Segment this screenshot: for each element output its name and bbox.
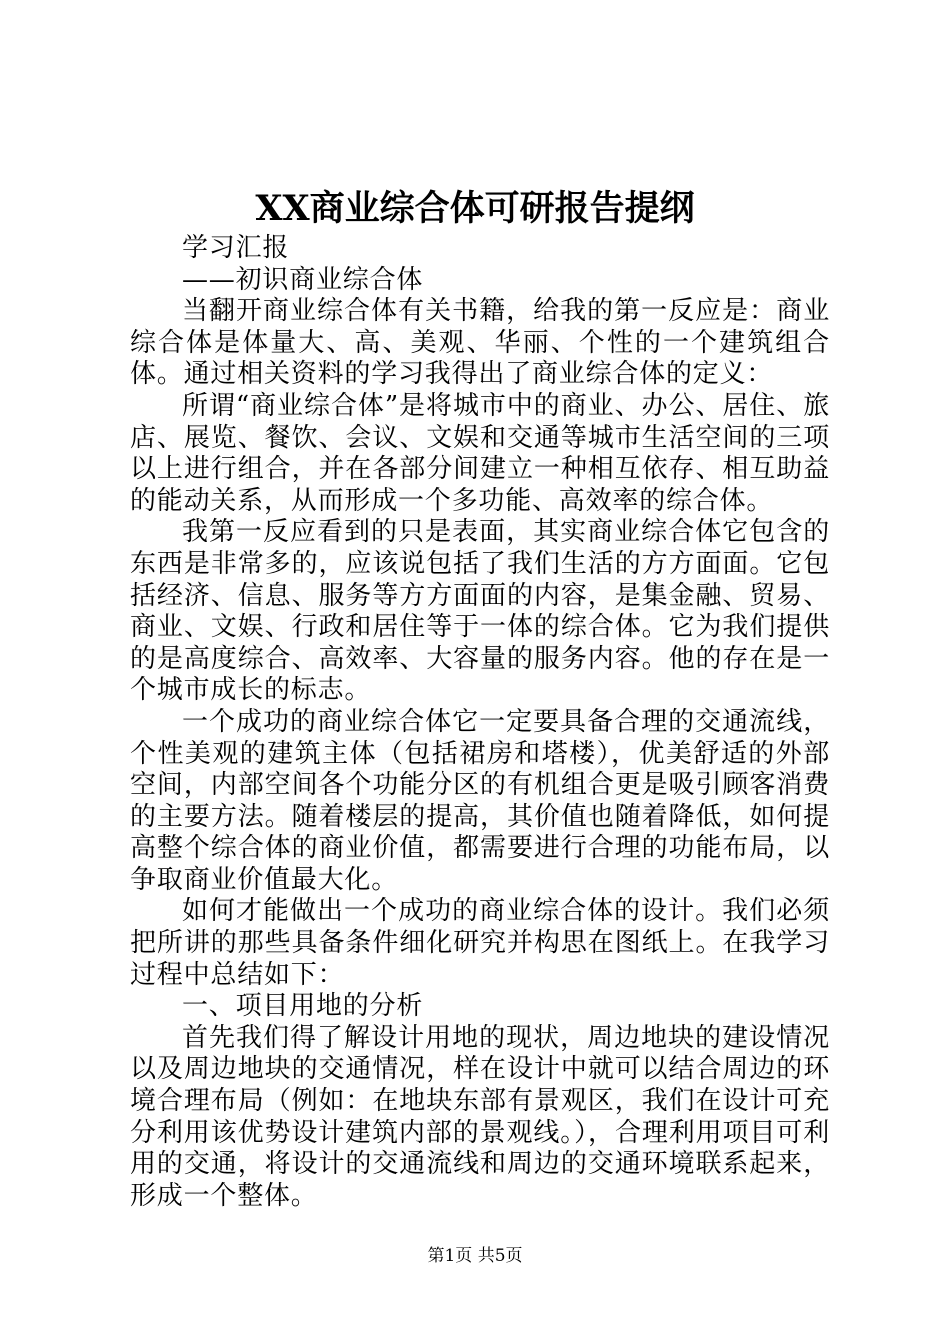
- paragraph-site-analysis: 首先我们得了解设计用地的现状，周边地块的建设情况以及周边地块的交通情况，样在设计中就可以结合周边的环境合理布局（例如：在地块东部有景观区，我们在设计可充分利用该优势设计建筑内部的景观线。），合理利用项目可利用的交通，将设计的交通流线和周边的交通环境联系起来，形成一个整体。: [130, 1022, 830, 1211]
- paragraph-design-approach: 如何才能做出一个成功的商业综合体的设计。我们必须把所讲的那些具备条件细化研究并构思在图纸上。在我学习过程中总结如下：: [130, 896, 830, 990]
- paragraph-content-scope: 我第一反应看到的只是表面，其实商业综合体它包含的东西是非常多的，应该说包括了我们生活的方方面面。它包括经济、信息、服务等方方面面的内容，是集金融、贸易、商业、文娱、行政和居住等于一体的综合体。它为我们提供的是高度综合、高效率、大容量的服务内容。他的存在是一个城市成长的标志。: [130, 517, 830, 706]
- page-footer: 第1页 共5页: [427, 1246, 523, 1266]
- paragraph-success-factors: 一个成功的商业综合体它一定要具备合理的交通流线，个性美观的建筑主体（包括裙房和塔楼），优美舒适的外部空间，内部空间各个功能分区的有机组合更是吸引顾客消费的主要方法。随着楼层的提高，其价值也随着降低，如何提高整个综合体的商业价值，都需要进行合理的功能布局，以争取商业价值最大化。: [130, 706, 830, 895]
- paragraph-subtitle: ——初识商业综合体: [182, 264, 424, 295]
- paragraph-first-impression: 当翻开商业综合体有关书籍，给我的第一反应是：商业综合体是体量大、高、美观、华丽、个性的一个建筑组合体。通过相关资料的学习我得出了商业综合体的定义：: [130, 296, 830, 390]
- document-title: XX商业综合体可研报告提纲: [255, 188, 695, 229]
- paragraph-report-label: 学习汇报: [182, 233, 290, 263]
- paragraph-definition: 所谓“商业综合体”是将城市中的商业、办公、居住、旅店、展览、餐饮、会议、文娱和交通等城市生活空间的三项以上进行组合，并在各部分间建立一种相互依存、相互助益的能动关系，从而形成一个多功能、高效率的综合体。: [130, 390, 830, 516]
- document-body: [130, 233, 830, 1212]
- section-heading-site-analysis: 一、项目用地的分析: [182, 991, 424, 1022]
